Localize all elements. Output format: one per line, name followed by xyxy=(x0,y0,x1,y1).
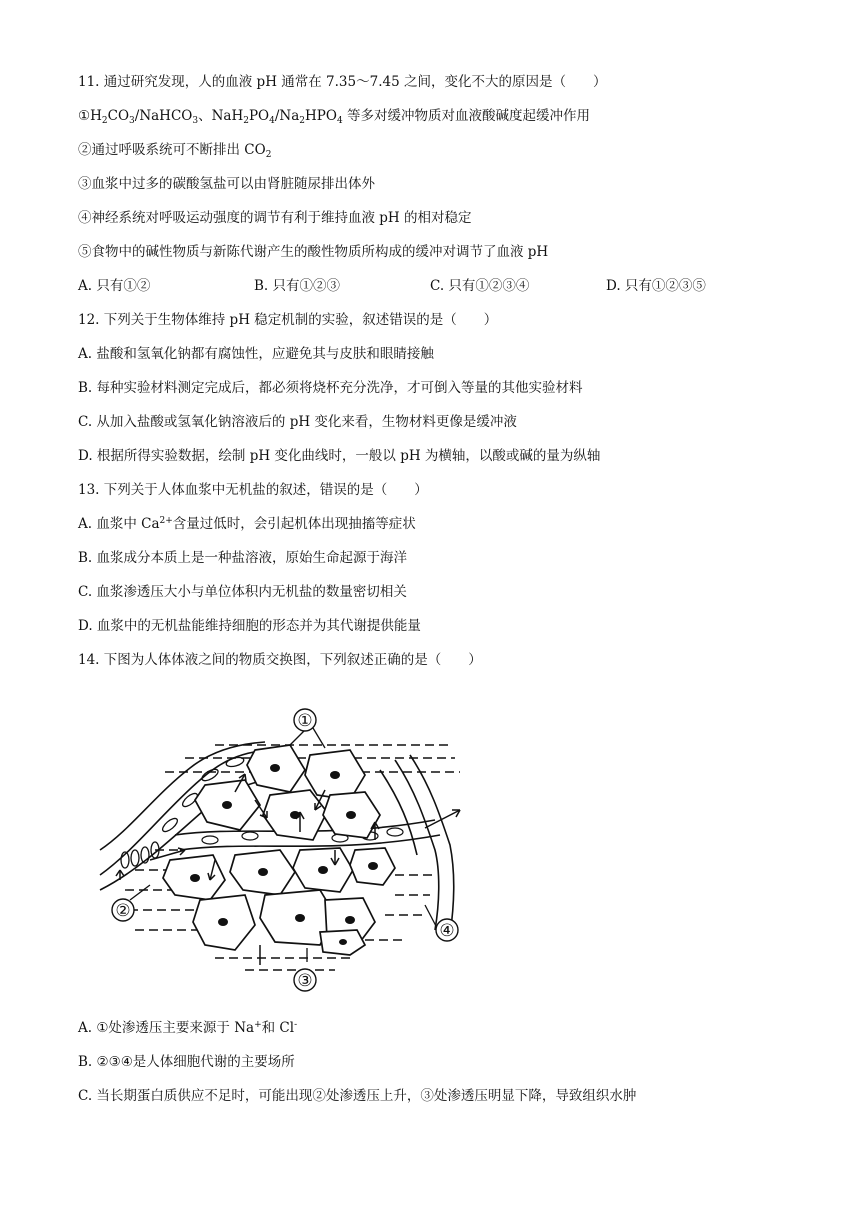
q13-option-c[interactable]: C. 血浆渗透压大小与单位体积内无机盐的数量密切相关 xyxy=(78,584,407,600)
q12-option-a[interactable]: A. 盐酸和氢氧化钠都有腐蚀性，应避免其与皮肤和眼睛接触 xyxy=(78,346,434,362)
q12-option-d[interactable]: D. 根据所得实验数据，绘制 pH 变化曲线时，一般以 pH 为横轴，以酸或碱的量为纵轴 xyxy=(78,448,601,464)
q11-item-3: ③血浆中过多的碳酸氢盐可以由肾脏随尿排出体外 xyxy=(78,176,375,192)
q11-option-b[interactable]: B. 只有①②③ xyxy=(254,278,341,294)
q11-item-1: $①H_2CO_3/NaHCO_3$、$NaH_2PO_4/Na_2HPO_4$ 等多对缓冲物质对血液酸碱度起缓冲作用 xyxy=(78,108,590,126)
q11-item-4: ④神经系统对呼吸运动强度的调节有利于维持血液 pH 的相对稳定 xyxy=(78,210,472,226)
figure-label-3: ③ xyxy=(297,971,313,991)
q12-option-c[interactable]: C. 从加入盐酸或氢氧化钠溶液后的 pH 变化来看，生物材料更像是缓冲液 xyxy=(78,414,517,430)
q14-option-c[interactable]: C. 当长期蛋白质供应不足时，可能出现②处渗透压上升，③处渗透压明显下降，导致组织水肿 xyxy=(78,1088,637,1104)
q11-item-5: ⑤食物中的碱性物质与新陈代谢产生的酸性物质所构成的缓冲对调节了血液 pH xyxy=(78,244,549,260)
lymphatic-vessel-right xyxy=(380,755,454,935)
q14-stem: 14. 下图为人体体液之间的物质交换图，下列叙述正确的是（ ） xyxy=(78,652,482,668)
q11-option-d[interactable]: D. 只有①②③⑤ xyxy=(606,278,706,294)
figure-label-2: ② xyxy=(115,901,131,921)
q11-option-a[interactable]: A. 只有①② xyxy=(78,278,151,294)
q12-stem: 12. 下列关于生物体维持 pH 稳定机制的实验，叙述错误的是（ ） xyxy=(78,312,498,328)
q12-option-b[interactable]: B. 每种实验材料测定完成后，都必须将烧杯充分洗净，才可倒入等量的其他实验材料 xyxy=(78,380,583,396)
q13-option-d[interactable]: D. 血浆中的无机盐能维持细胞的形态并为其代谢提供能量 xyxy=(78,618,421,634)
q11-option-c[interactable]: C. 只有①②③④ xyxy=(430,278,530,294)
q11-item-2: ②通过呼吸系统可不断排出 $CO_2$ xyxy=(78,142,272,160)
q14-option-b[interactable]: B. ②③④是人体细胞代谢的主要场所 xyxy=(78,1054,295,1070)
q13-option-b[interactable]: B. 血浆成分本质上是一种盐溶液，原始生命起源于海洋 xyxy=(78,550,408,566)
q13-option-a[interactable]: A. 血浆中 $Ca^{2+}$含量过低时，会引起机体出现抽搐等症状 xyxy=(78,516,416,532)
q13-stem: 13. 下列关于人体血浆中无机盐的叙述，错误的是（ ） xyxy=(78,482,428,498)
q11-stem: 11. 通过研究发现，人的血液 pH 通常在 7.35～7.45 之间，变化不大的原因是（ ） xyxy=(78,74,607,90)
figure-label-1: ① xyxy=(297,711,313,731)
q14-option-a[interactable]: A. ①处渗透压主要来源于 Na+和 Cl- xyxy=(78,1020,298,1036)
body-fluid-exchange-figure xyxy=(95,700,470,1000)
tissue-cells xyxy=(163,745,395,955)
figure-label-4: ④ xyxy=(439,921,455,941)
